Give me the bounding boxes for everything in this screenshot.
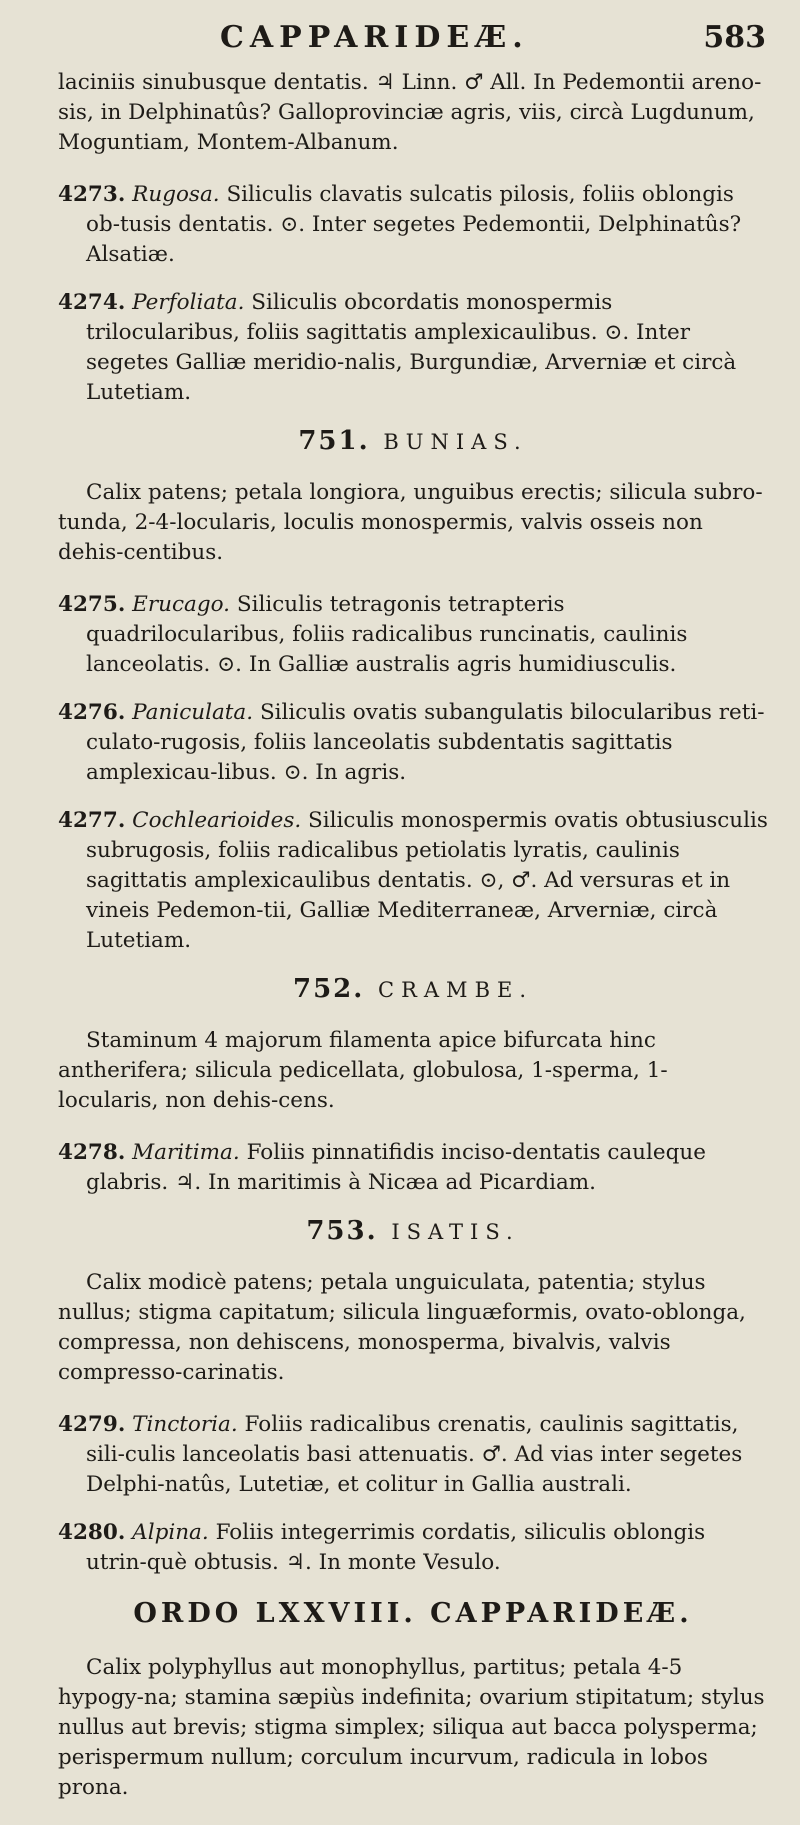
genus-heading-isatis [58,1216,768,1246]
genus-description: Calix modicè patens; petala unguiculata, patentia; stylus nullus; stigma capitatum; silicula linguæformis, ovato-oblonga, compressa, non dehiscens, monosperma, bivalvis, valvis compresso-carinatis. [58,1270,746,1385]
species-name: Erucago. [132,592,231,617]
species-number: 4273. [58,182,126,207]
order-heading: ORDO LXXVIII. CAPPARIDEÆ. [133,1598,693,1629]
species-name: Alpina. [132,1520,209,1545]
species-description: Siliculis obcordatis monospermis trilocularibus, foliis sagittatis amplexicaulibus. ⊙. Inter segetes Galliæ meridio-nalis, Burgundiæ, Arverniæ et circà Lutetiam. [86,290,737,405]
species-description: Foliis radicalibus crenatis, caulinis sagittatis, sili-culis lanceolatis basi attenuatis. ♂. Ad vias inter segetes Delphi-natûs, Lutetiæ, et colitur in Gallia australi. [86,1412,743,1497]
genus-heading-bunias [58,426,768,456]
species-number: 4279. [58,1412,126,1437]
genus-number: 753. [306,1216,378,1246]
species-number: 4275. [58,592,126,617]
genus-name: CRAMBE. [378,978,533,1002]
species-entry-4279 [58,1410,768,1500]
species-description: Siliculis clavatis sulcatis pilosis, foliis oblongis ob-tusis dentatis. ⊙. Inter segetes Pedemontii, Delphinatûs? Alsatiæ. [86,182,742,267]
page-number: 583 [703,20,766,55]
species-entry-4273 [58,180,768,270]
genus-description: Staminum 4 majorum filamenta apice bifurcata hinc antherifera; silicula pedicellata, globulosa, 1-sperma, 1-locularis, non dehis-cens. [58,1028,668,1113]
species-entry-4280 [58,1518,768,1578]
species-name: Paniculata. [132,700,254,725]
species-entry-4277 [58,806,768,956]
species-description: Foliis pinnatifidis inciso-dentatis cauleque glabris. ♃. In maritimis à Nicæa ad Picardiam. [86,1140,706,1195]
genus-heading-crambe [58,974,768,1004]
species-name: Maritima. [132,1140,240,1165]
genus-number: 752. [293,974,365,1004]
species-number: 4280. [58,1520,126,1545]
species-number: 4276. [58,700,126,725]
species-description: Siliculis ovatis subangulatis bilocularibus reti-culato-rugosis, foliis lanceolatis subdentatis sagittatis amplexicau-libus. ⊙. In agris. [86,700,765,785]
species-name: Tinctoria. [132,1412,238,1437]
species-number: 4277. [58,808,126,833]
genus-name: ISATIS. [391,1220,520,1244]
species-name: Rugosa. [132,182,220,207]
page-body [58,68,768,1825]
species-entry-4274 [58,288,768,408]
genus-description: Calix patens; petala longiora, unguibus erectis; silicula subro-tunda, 2-4-locularis, loculis monospermis, valvis osseis non dehis-centibus. [58,480,763,565]
continued-entry-text: laciniis sinubusque dentatis. ♃ Linn. ♂ All. In Pedemontii areno-sis, in Delphinatûs? Galloprovinciæ agris, viis, circà Lugdunum, Moguntiam, Montem-Albanum. [58,70,762,155]
species-number: 4278. [58,1140,126,1165]
species-name: Cochlearioides. [132,808,302,833]
order-description: Calix polyphyllus aut monophyllus, partitus; petala 4-5 hypogy-na; stamina sæpiùs indefinita; ovarium stipitatum; stylus nullus aut brevis; stigma simplex; siliqua aut bacca polysperma; perispermum nullum; corculum incurvum, radicula in lobos prona. [58,1655,765,1800]
species-entry-4276 [58,698,768,788]
species-description: Foliis integerrimis cordatis, siliculis oblongis utrin-què obtusis. ♃. In monte Vesulo. [86,1520,706,1575]
genus-number: 751. [298,426,370,456]
species-entry-4278 [58,1138,768,1198]
running-header [0,20,800,60]
species-name: Perfoliata. [132,290,245,315]
species-description: Siliculis monospermis ovatis obtusiusculis subrugosis, foliis radicalibus petiolatis lyratis, caulinis sagittatis amplexicaulibus dentatis. ⊙, ♂. Ad versuras et in vineis Pedemon-tii, Galliæ Mediterraneæ, Arverniæ, circà Lutetiam. [86,808,768,953]
species-description: Siliculis tetragonis tetrapteris quadrilocularibus, foliis radicalibus runcinatis, caulinis lanceolatis. ⊙. In Galliæ australis agris humidiusculis. [86,592,688,677]
species-number: 4274. [58,290,126,315]
genus-name: BUNIAS. [383,430,528,454]
running-title: CAPPARIDEÆ. [220,20,529,55]
species-entry-4275 [58,590,768,680]
